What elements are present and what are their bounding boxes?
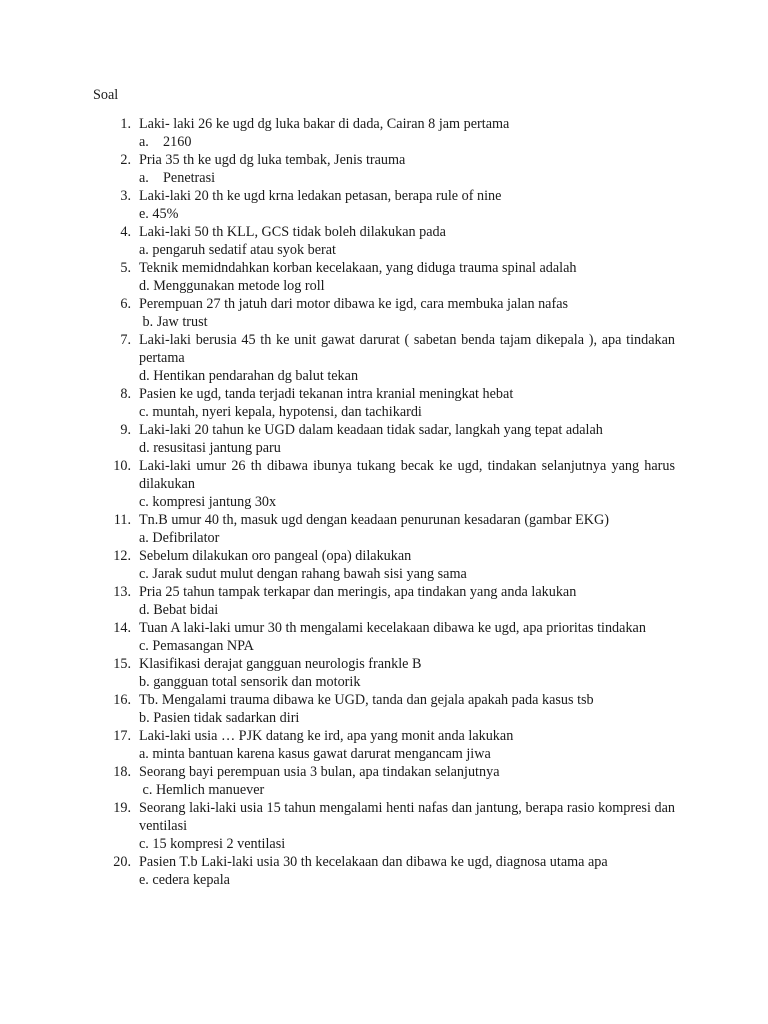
question-text: Klasifikasi derajat gangguan neurologis frankle B	[139, 656, 422, 672]
question-item	[93, 655, 675, 691]
question-answer: e. 45%	[139, 206, 179, 222]
question-text: Tn.B umur 40 th, masuk ugd dengan keadaan penurunan kesadaran (gambar EKG)	[139, 512, 610, 528]
question-answer: c. 15 kompresi 2 ventilasi	[139, 836, 286, 852]
question-number: 9.	[120, 422, 131, 438]
question-answer: c. Pemasangan NPA	[139, 638, 254, 654]
question-number: 4.	[120, 224, 131, 240]
question-answer: d. resusitasi jantung paru	[139, 440, 281, 456]
question-number: 14.	[113, 620, 131, 636]
question-item	[93, 385, 675, 421]
question-number: 11.	[113, 512, 131, 528]
question-text: Pasien T.b Laki-laki usia 30 th kecelakaan dan dibawa ke ugd, diagnosa utama apa	[139, 854, 608, 870]
question-item	[93, 331, 675, 385]
question-number: 5.	[120, 260, 131, 276]
question-item	[93, 457, 675, 511]
question-item	[93, 295, 675, 331]
question-number: 3.	[120, 188, 131, 204]
question-text: Teknik memidndahkan korban kecelakaan, yang diduga trauma spinal adalah	[139, 260, 577, 276]
question-answer: c. Jarak sudut mulut dengan rahang bawah sisi yang sama	[139, 566, 467, 582]
question-answer: c. kompresi jantung 30x	[139, 494, 277, 510]
question-text: Perempuan 27 th jatuh dari motor dibawa ke igd, cara membuka jalan nafas	[139, 296, 569, 312]
question-text: Pria 25 tahun tampak terkapar dan meringis, apa tindakan yang anda lakukan	[139, 584, 577, 600]
question-text: Sebelum dilakukan oro pangeal (opa) dilakukan	[139, 548, 412, 564]
question-item	[93, 583, 675, 619]
question-number: 7.	[120, 332, 131, 348]
question-text: Laki-laki 20 tahun ke UGD dalam keadaan tidak sadar, langkah yang tepat adalah	[139, 422, 603, 438]
question-answer: d. Menggunakan metode log roll	[139, 278, 325, 294]
question-answer: b. gangguan total sensorik dan motorik	[139, 674, 361, 690]
question-item	[93, 259, 675, 295]
question-number: 20.	[113, 854, 131, 870]
question-item	[93, 547, 675, 583]
question-item	[93, 187, 675, 223]
question-item	[93, 763, 675, 799]
question-number: 15.	[113, 656, 131, 672]
question-number: 16.	[113, 692, 131, 708]
question-item	[93, 511, 675, 547]
question-answer: c. Hemlich manuever	[139, 782, 265, 798]
question-text: Laki-laki 50 th KLL, GCS tidak boleh dilakukan pada	[139, 224, 446, 240]
question-answer: a. pengaruh sedatif atau syok berat	[139, 242, 336, 258]
question-item	[93, 799, 675, 853]
question-answer: a. Penetrasi	[139, 170, 216, 186]
question-number: 10.	[113, 458, 131, 474]
question-item	[93, 151, 675, 187]
question-text: Seorang laki-laki usia 15 tahun mengalami henti nafas dan jantung, berapa rasio kompresi dan ventilasi	[139, 800, 675, 834]
question-text: Pria 35 th ke ugd dg luka tembak, Jenis trauma	[139, 152, 406, 168]
question-number: 2.	[120, 152, 131, 168]
question-number: 13.	[113, 584, 131, 600]
question-text: Tb. Mengalami trauma dibawa ke UGD, tanda dan gejala apakah pada kasus tsb	[139, 692, 594, 708]
question-number: 17.	[113, 728, 131, 744]
question-answer: b. Jaw trust	[139, 314, 208, 330]
question-item	[93, 727, 675, 763]
question-text: Pasien ke ugd, tanda terjadi tekanan intra kranial meningkat hebat	[139, 386, 514, 402]
question-answer: b. Pasien tidak sadarkan diri	[139, 710, 300, 726]
question-text: Tuan A laki-laki umur 30 th mengalami kecelakaan dibawa ke ugd, apa prioritas tindakan	[139, 620, 646, 636]
question-item	[93, 853, 675, 889]
question-item	[93, 421, 675, 457]
question-text: Laki-laki 20 th ke ugd krna ledakan petasan, berapa rule of nine	[139, 188, 502, 204]
question-number: 12.	[113, 548, 131, 564]
question-item	[93, 115, 675, 151]
question-answer: a. 2160	[139, 134, 192, 150]
question-number: 19.	[113, 800, 131, 816]
question-answer: d. Bebat bidai	[139, 602, 219, 618]
question-number: 8.	[120, 386, 131, 402]
question-answer: c. muntah, nyeri kepala, hypotensi, dan tachikardi	[139, 404, 422, 420]
question-text: Laki-laki berusia 45 th ke unit gawat darurat ( sabetan benda tajam dikepala ), apa tindakan pertama	[139, 332, 675, 366]
question-answer: d. Hentikan pendarahan dg balut tekan	[139, 368, 359, 384]
question-item	[93, 619, 675, 655]
question-list	[93, 115, 675, 889]
question-number: 1.	[120, 116, 131, 132]
question-number: 18.	[113, 764, 131, 780]
question-text: Seorang bayi perempuan usia 3 bulan, apa tindakan selanjutnya	[139, 764, 500, 780]
question-number: 6.	[120, 296, 131, 312]
question-item	[93, 691, 675, 727]
question-answer: a. minta bantuan karena kasus gawat darurat mengancam jiwa	[139, 746, 491, 762]
question-text: Laki- laki 26 ke ugd dg luka bakar di dada, Cairan 8 jam pertama	[139, 116, 510, 132]
question-text: Laki-laki umur 26 th dibawa ibunya tukang becak ke ugd, tindakan selanjutnya yang harus dilakukan	[139, 458, 675, 492]
question-answer: a. Defibrilator	[139, 530, 220, 546]
page-title: Soal	[93, 87, 119, 103]
question-text: Laki-laki usia … PJK datang ke ird, apa yang monit anda lakukan	[139, 728, 514, 744]
question-item	[93, 223, 675, 259]
question-answer: e. cedera kepala	[139, 872, 230, 888]
